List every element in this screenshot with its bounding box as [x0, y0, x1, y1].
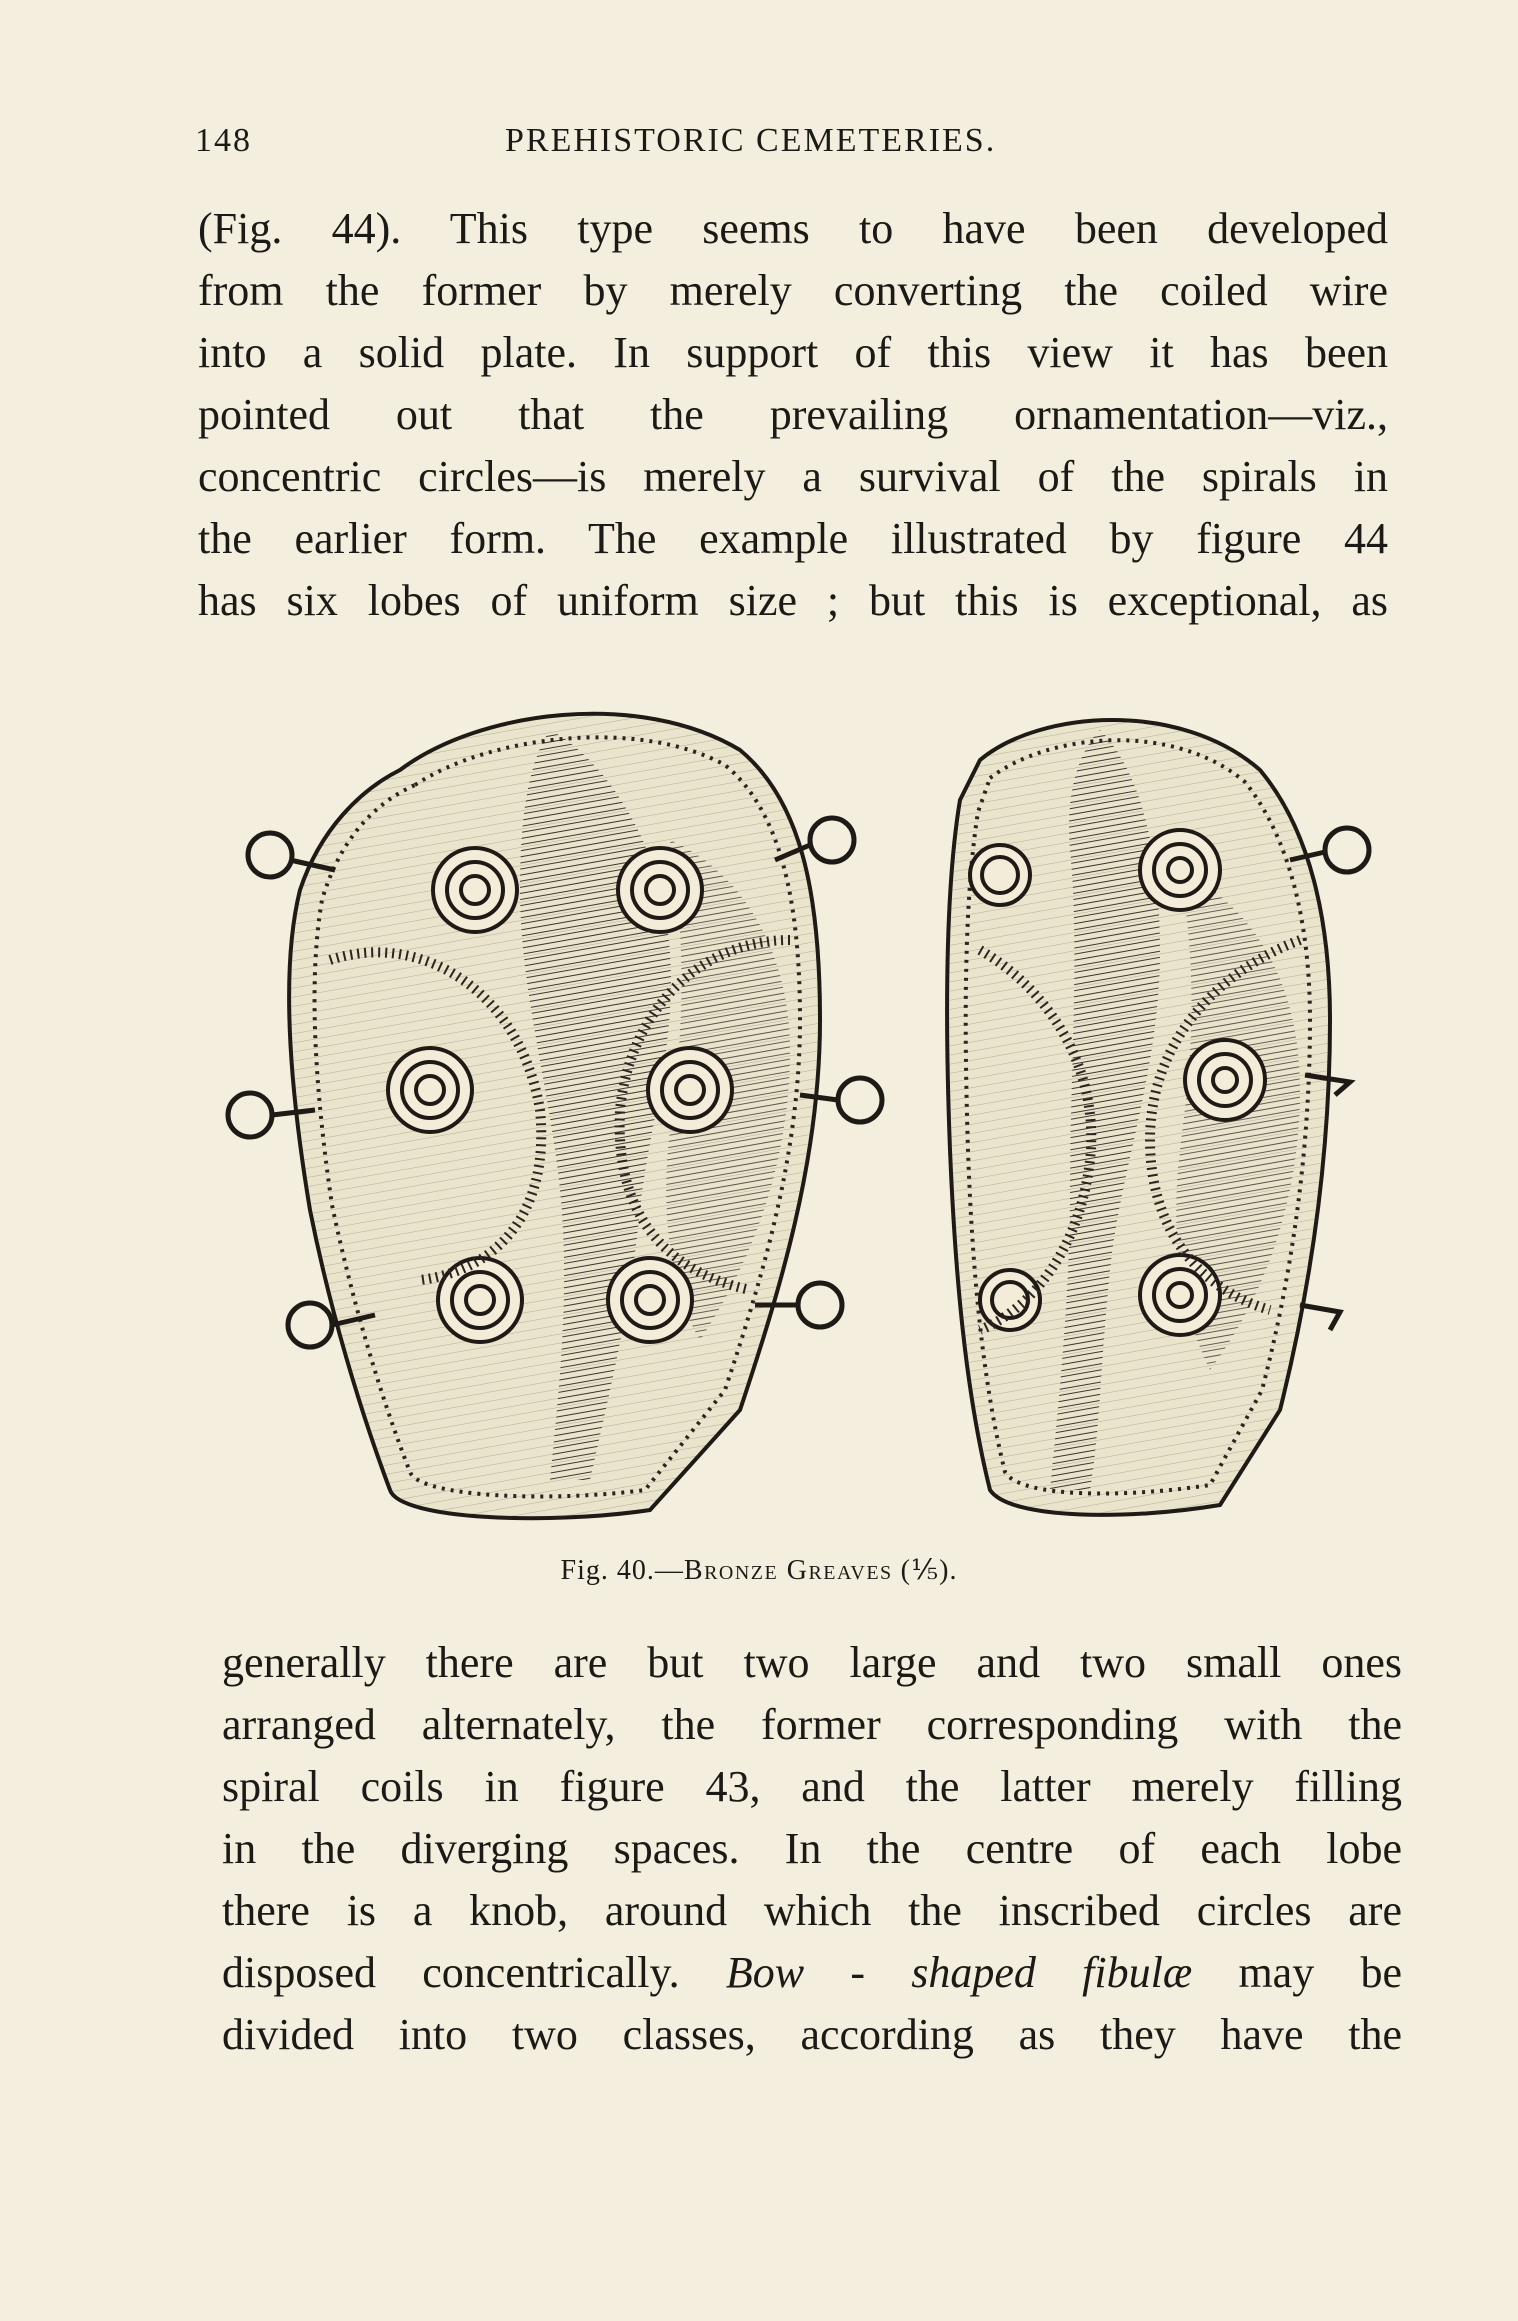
- text-line: arranged alternately, the former corresponding with the: [222, 1700, 1402, 1749]
- text-line: concentric circles—is merely a survival of the spirals in: [198, 452, 1388, 501]
- right-greave: [947, 720, 1369, 1515]
- text-line: generally there are but two large and two small ones: [222, 1638, 1402, 1687]
- text-line: pointed out that the prevailing ornamentation—viz.,: [198, 390, 1388, 439]
- caption-suffix: (⅕).: [892, 1555, 958, 1586]
- text-line: has six lobes of uniform size ; but this is exceptional, as: [198, 576, 1388, 625]
- running-head: [195, 122, 1385, 172]
- text-run: disposed concentrically.: [222, 1948, 726, 1997]
- paragraph-top: [198, 198, 1388, 632]
- italic-term: Bow - shaped fibulæ: [725, 1948, 1193, 1997]
- caption-title: Bronze Greaves: [683, 1555, 893, 1586]
- bronze-greaves-illustration: [220, 690, 1390, 1530]
- page-number: 148: [195, 122, 252, 159]
- text-run: may be: [1192, 1948, 1402, 1997]
- figure-caption: [0, 1553, 1518, 1587]
- text-line: (Fig. 44). This type seems to have been developed: [198, 204, 1388, 253]
- paragraph-bottom: [222, 1632, 1402, 2066]
- text-line: from the former by merely converting the coiled wire: [198, 266, 1388, 315]
- text-line: in the diverging spaces. In the centre of each lobe: [222, 1824, 1402, 1873]
- left-greave: [228, 714, 882, 1518]
- text-line: into a solid plate. In support of this view it has been: [198, 328, 1388, 377]
- text-line: the earlier form. The example illustrated by figure 44: [198, 514, 1388, 563]
- text-line: divided into two classes, according as they have the: [222, 2010, 1402, 2059]
- text-line-with-italic: [222, 1942, 1402, 2004]
- text-line: spiral coils in figure 43, and the latter merely filling: [222, 1762, 1402, 1811]
- text-line: there is a knob, around which the inscribed circles are: [222, 1886, 1402, 1935]
- caption-prefix: Fig. 40.—: [560, 1555, 684, 1586]
- running-title: PREHISTORIC CEMETERIES.: [505, 122, 997, 159]
